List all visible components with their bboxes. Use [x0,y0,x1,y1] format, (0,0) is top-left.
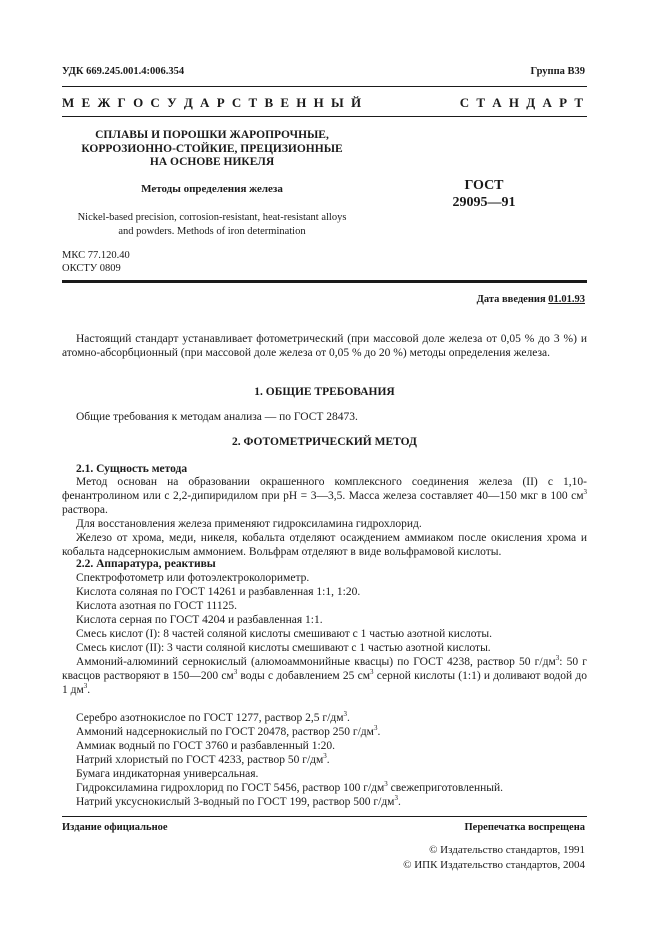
reduction-paragraph: Для восстановления железа применяют гидроксиламина гидрохлорид. [76,518,422,530]
english-title [62,211,362,239]
copyright-block [403,843,585,873]
reagent-hydroxylamine [76,781,503,795]
reagent-hydroxylamine-tail: свежеприготовленный. [387,782,504,794]
reagent-sodium-chlorite [76,753,330,767]
method-principle-text: Метод основан на образовании окрашенного комплексного соединения железа (II) с 1,10-фенантролином или с 2,2-дипиридилом при pH = 3—3,5. Масса железа составляет 40—150 мкг в 100 см [62,476,587,502]
udk-code: УДК 669.245.001.4:006.354 [62,66,185,77]
reagent-ammonium-dot: . [377,726,381,738]
title-line-1: СПЛАВЫ И ПОРОШКИ ЖАРОПРОЧНЫЕ, [95,129,329,141]
reagent-sodium-chlorite-dot: . [326,754,330,766]
superscript: 3 [555,654,560,663]
alum-text-e: . [87,684,91,696]
alum-text-d: серной кислоты (1:1) и доливают водой до 1 дм [62,670,588,696]
reagent-silver-text: Серебро азотнокислое по ГОСТ 1277, раствор 2,5 г/дм [76,712,344,724]
superscript: 3 [83,682,88,691]
footer-rule [62,816,587,817]
reagent-ammonium [76,725,380,739]
copyright-2004: © ИПК Издательство стандартов, 2004 [403,859,585,871]
okstu-code: ОКСТУ 0809 [62,263,121,274]
section-2-heading: 2. ФОТОМЕТРИЧЕСКИЙ МЕТОД [232,436,417,448]
reagent-item: Смесь кислот (II): 3 части соляной кислоты смешивают с 1 частью азотной кислоты. [76,642,491,654]
reagent-item: Кислота соляная по ГОСТ 14261 и разбавленная 1:1, 1:20. [76,586,361,598]
effective-date [477,294,585,305]
separation-paragraph: Железо от хрома, меди, никеля, кобальта отделяют осаждением аммиаком после окисления хрома и кобальта надсернокислым аммонием. Вольфрам отделяют в виде вольфрамовой кислоты. [62,532,587,558]
reagent-silver-dot: . [346,712,350,724]
reagent-indicator-paper: Бумага индикаторная универсальная. [76,768,259,780]
banner-right: С Т А Н Д А Р Т [459,95,585,110]
copyright-1991: © Издательство стандартов, 1991 [429,844,585,856]
gost-label: ГОСТ [464,178,504,193]
reagent-item: Кислота азотная по ГОСТ 11125. [76,600,237,612]
reagent-sodium-acetate-dot: . [397,796,401,808]
superscript: 3 [384,780,388,789]
official-edition: Издание официальное [62,822,168,833]
reprint-prohibited: Перепечатка воспрещена [464,822,585,833]
superscript: 3 [394,794,398,803]
method-principle-paragraph [62,475,587,517]
reagent-item: Кислота серная по ГОСТ 4204 и разбавленная 1:1. [76,614,323,626]
subsection-2-1-heading: 2.1. Сущность метода [76,463,188,475]
reagent-sodium-acetate [76,795,401,809]
reagent-item: Спектрофотометр или фотоэлектроколориметр. [76,572,310,584]
superscript: 3 [583,488,587,497]
document-subtitle: Методы определения железа [141,183,283,195]
reagent-hydroxylamine-text: Гидроксиламина гидрохлорид по ГОСТ 5456, раствор 100 г/дм [76,782,385,794]
reagent-ammonia: Аммиак водный по ГОСТ 3760 и разбавленный 1:20. [76,740,336,752]
codes-rule [62,280,587,283]
alum-paragraph [62,655,587,697]
alum-text-c: воды с добавлением 25 см [237,670,371,682]
superscript: 3 [233,668,238,677]
banner-rule [62,116,587,117]
reagent-sodium-acetate-text: Натрий уксуснокислый 3-водный по ГОСТ 199, раствор 500 г/дм [76,796,395,808]
subsection-2-2-heading: 2.2. Аппаратура, реактивы [76,558,216,570]
title-block [62,129,362,170]
superscript: 3 [343,710,347,719]
gost-block [434,177,534,211]
top-rule [62,86,587,87]
alum-text-b: : 50 г квасцов растворяют в 150—200 см [62,656,587,682]
intro-paragraph: Настоящий стандарт устанавливает фотометрический (при массовой доле железа от 0,05 % до 3 %) и атомно-абсорбционный (при массовой доле железа от 0,05 % до 20 %) методы определения железа. [62,333,587,359]
english-title-line-1: Nickel-based precision, corrosion-resistant, heat-resistant alloys [77,212,347,223]
mks-code: МКС 77.120.40 [62,250,130,261]
method-principle-tail: раствора. [62,504,108,516]
title-line-2: КОРРОЗИОННО-СТОЙКИЕ, ПРЕЦИЗИОННЫЕ [81,142,343,155]
reagent-sodium-chlorite-text: Натрий хлористый по ГОСТ 4233, раствор 50 г/дм [76,754,324,766]
gost-number: 29095—91 [452,195,516,210]
reagent-item: Смесь кислот (I): 8 частей соляной кислоты смешивают с 1 частью азотной кислоты. [76,628,492,640]
classifier-codes [62,249,130,275]
title-line-3: НА ОСНОВЕ НИКЕЛЯ [149,156,275,168]
alum-text-a: Аммоний-алюминий сернокислый (алюмоаммонийные квасцы) по ГОСТ 4238, раствор 50 г/дм [76,656,556,668]
superscript: 3 [370,668,374,677]
section-1-text: Общие требования к методам анализа — по ГОСТ 28473. [76,411,358,423]
effective-date-label: Дата введения [476,294,546,305]
superscript: 3 [373,724,378,733]
reagent-ammonium-text: Аммоний надсернокислый по ГОСТ 20478, раствор 250 г/дм [76,726,374,738]
banner-left: М Е Ж Г О С У Д А Р С Т В Е Н Н Ы Й [62,95,364,110]
group-code: Группа В39 [530,66,585,77]
effective-date-value: 01.01.93 [548,294,585,305]
reagent-silver [76,711,350,725]
english-title-line-2: and powders. Methods of iron determination [118,226,306,237]
section-1-heading: 1. ОБЩИЕ ТРЕБОВАНИЯ [254,386,395,398]
superscript: 3 [323,752,327,761]
